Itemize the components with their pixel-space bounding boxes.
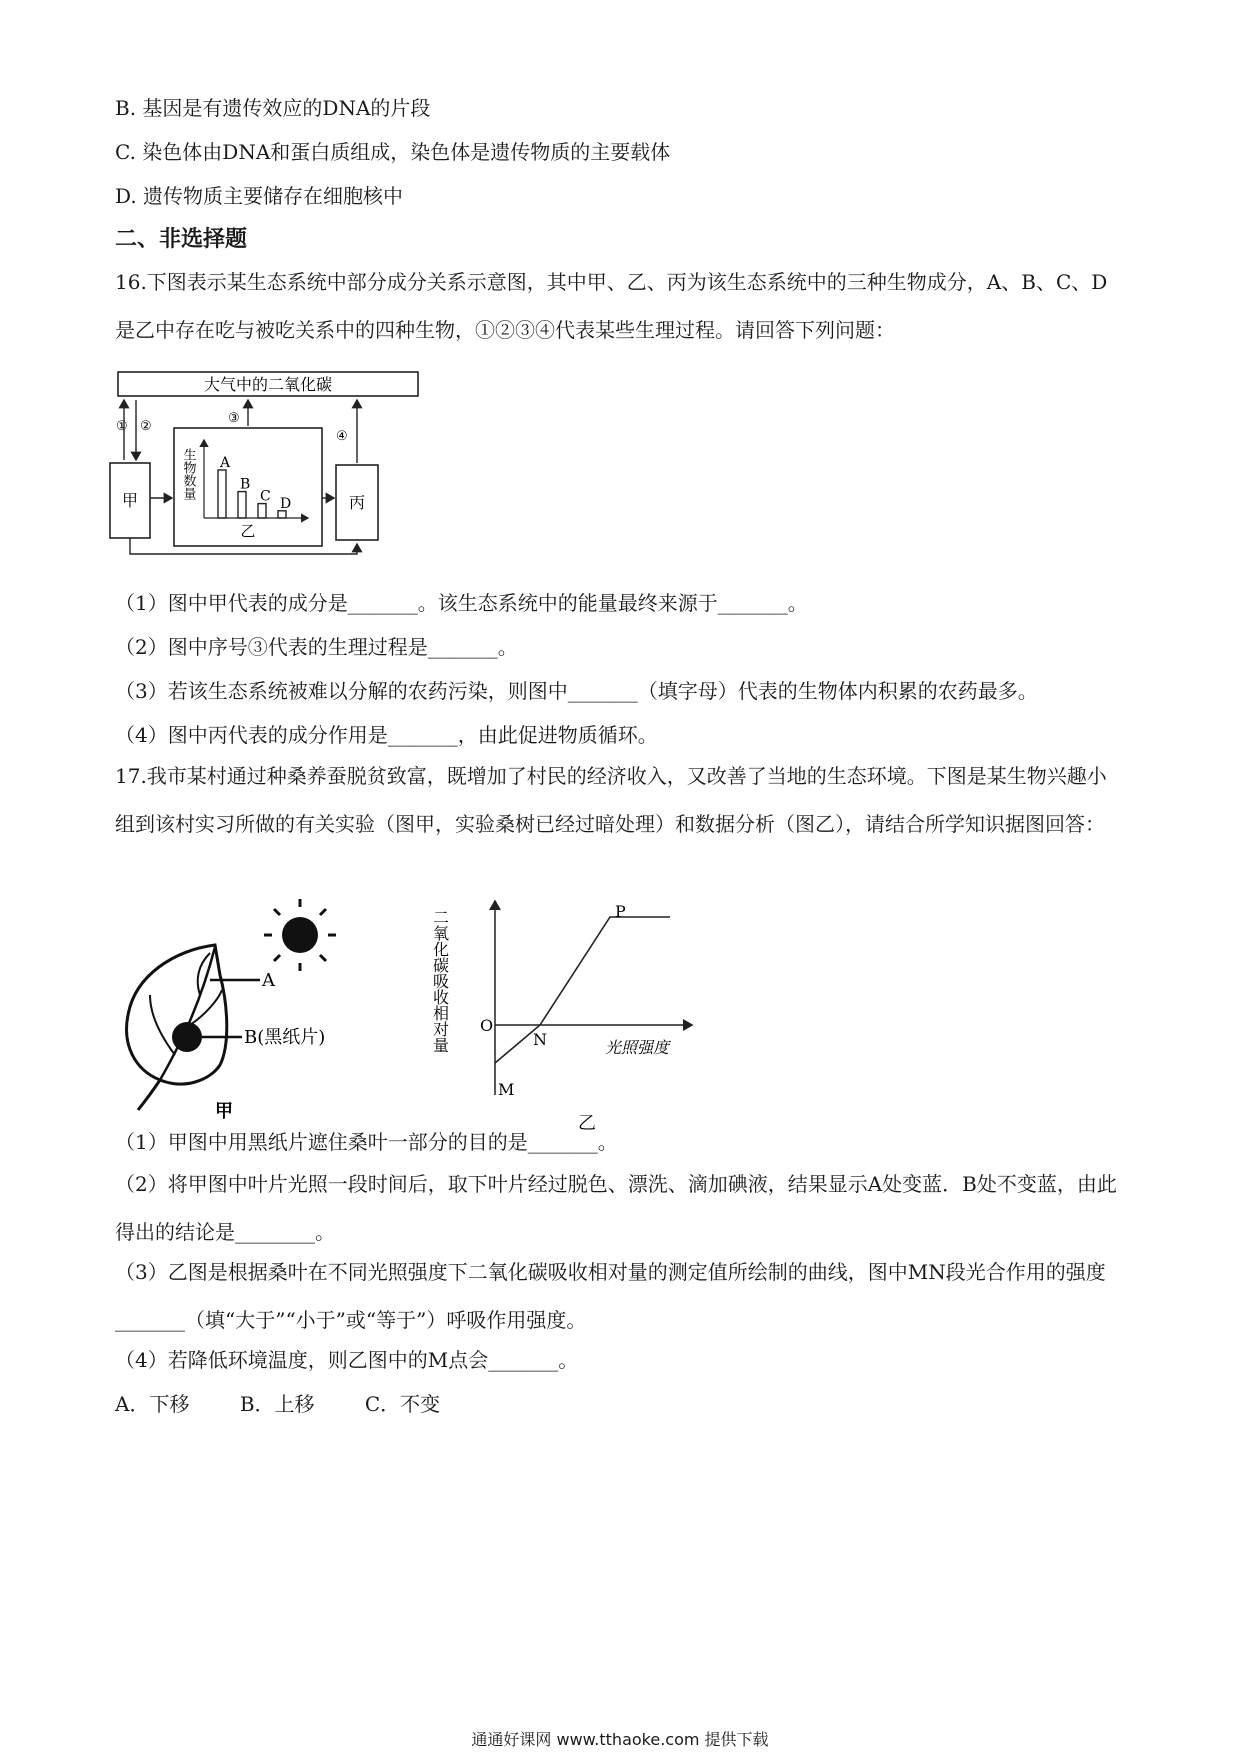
arrow-3-label: ③ xyxy=(228,411,240,426)
option-d: D. 遗传物质主要储存在细胞核中 xyxy=(115,184,404,208)
arrow-1-label: ① xyxy=(116,419,128,434)
bing-label: 丙 xyxy=(348,493,366,512)
bar-label-c: C xyxy=(260,488,271,505)
option-c: C. 染色体由DNA和蛋白质组成，染色体是遗传物质的主要载体 xyxy=(115,140,671,164)
inner-y-label: 生物数量 xyxy=(180,448,196,500)
option-b: B. 基因是有遗传效应的DNA的片段 xyxy=(115,96,431,120)
q17-co2-graph xyxy=(430,895,710,1135)
option-b: B．上移 xyxy=(239,1392,315,1416)
point-p-label: P xyxy=(615,902,626,921)
leaf-outline xyxy=(127,945,227,1084)
q16-stem: 16.下图表示某生态系统中部分成分关系示意图，其中甲、乙、丙为该生态系统中的三种生物成分，A、B、C、D是乙中存在吃与被吃关系中的四种生物，①②③④代表某些生理过程。请回答下列问题： xyxy=(115,270,1108,342)
bar-d xyxy=(278,511,286,518)
co2-box-label: 大气中的二氧化碳 xyxy=(203,375,333,394)
black-paper xyxy=(172,1022,202,1052)
section-heading: 二、非选择题 xyxy=(115,227,248,252)
q17-sub1: （1）甲图中用黑纸片遮住桑叶一部分的目的是_______。 xyxy=(115,1130,618,1154)
option-c: C．不变 xyxy=(364,1392,441,1416)
q16-sub2: （2）图中序号③代表的生理过程是_______。 xyxy=(115,635,518,659)
label-b: B(黑纸片) xyxy=(244,1027,326,1048)
sun-icon xyxy=(264,899,336,971)
point-n-label: N xyxy=(533,1030,547,1049)
yi-label: 乙 xyxy=(240,522,256,540)
q17-sub4: （4）若降低环境温度，则乙图中的M点会_______。 xyxy=(115,1348,579,1372)
q17-options xyxy=(115,1389,484,1419)
food-chain-bars xyxy=(218,455,291,518)
q16-sub4: （4）图中丙代表的成分作用是_______，由此促进物质循环。 xyxy=(115,723,658,747)
arrow-4-label: ④ xyxy=(336,429,348,444)
bar-label-b: B xyxy=(240,476,251,493)
option-a: A．下移 xyxy=(115,1392,190,1416)
fig-a-caption: 甲 xyxy=(215,1101,233,1122)
label-a: A xyxy=(262,970,275,991)
bar-label-d: D xyxy=(280,495,292,512)
point-m-label: M xyxy=(498,1080,515,1099)
bar-a xyxy=(218,470,226,518)
q17-leaf-figure xyxy=(120,895,380,1125)
origin-label: O xyxy=(480,1016,494,1035)
bar-b xyxy=(238,492,246,518)
bar-label-a: A xyxy=(220,455,231,471)
leaf-midrib xyxy=(160,947,215,1080)
leaf-stem xyxy=(138,1080,160,1110)
fig-b-caption: 乙 xyxy=(578,1113,596,1134)
graph-y-label: 二氧化碳吸收相对量 xyxy=(430,909,450,1053)
jia-label: 甲 xyxy=(121,491,139,510)
q16-sub1: （1）图中甲代表的成分是_______。该生态系统中的能量最终来源于_______。 xyxy=(115,591,808,615)
q17-stem: 17.我市某村通过种桑养蚕脱贫致富，既增加了村民的经济收入，又改善了当地的生态环境。下图是某生物兴趣小组到该村实习所做的有关实验（图甲，实验桑树已经过暗处理）和数据分析（图乙），请结合所学知识据图回答： xyxy=(115,764,1107,836)
bar-c xyxy=(258,504,266,518)
page-footer: 通通好课网 www.tthaoke.com 提供下载 xyxy=(471,1730,769,1749)
q17-sub3: （3）乙图是根据桑叶在不同光照强度下二氧化碳吸收相对量的测定值所绘制的曲线，图中MN段光合作用的强度_______（填“大于”“小于”或“等于”）呼吸作用强度。 xyxy=(115,1260,1106,1332)
q17-sub2: （2）将甲图中叶片光照一段时间后，取下叶片经过脱色、漂洗、滴加碘液，结果显示A处变蓝．B处不变蓝，由此得出的结论是________。 xyxy=(115,1172,1117,1244)
q16-ecosystem-diagram xyxy=(108,368,428,568)
graph-x-label: 光照强度 xyxy=(605,1038,670,1057)
arrow-2-label: ② xyxy=(140,419,152,434)
q16-sub3: （3）若该生态系统被难以分解的农药污染，则图中_______（填字母）代表的生物体内积累的农药最多。 xyxy=(115,679,1038,703)
